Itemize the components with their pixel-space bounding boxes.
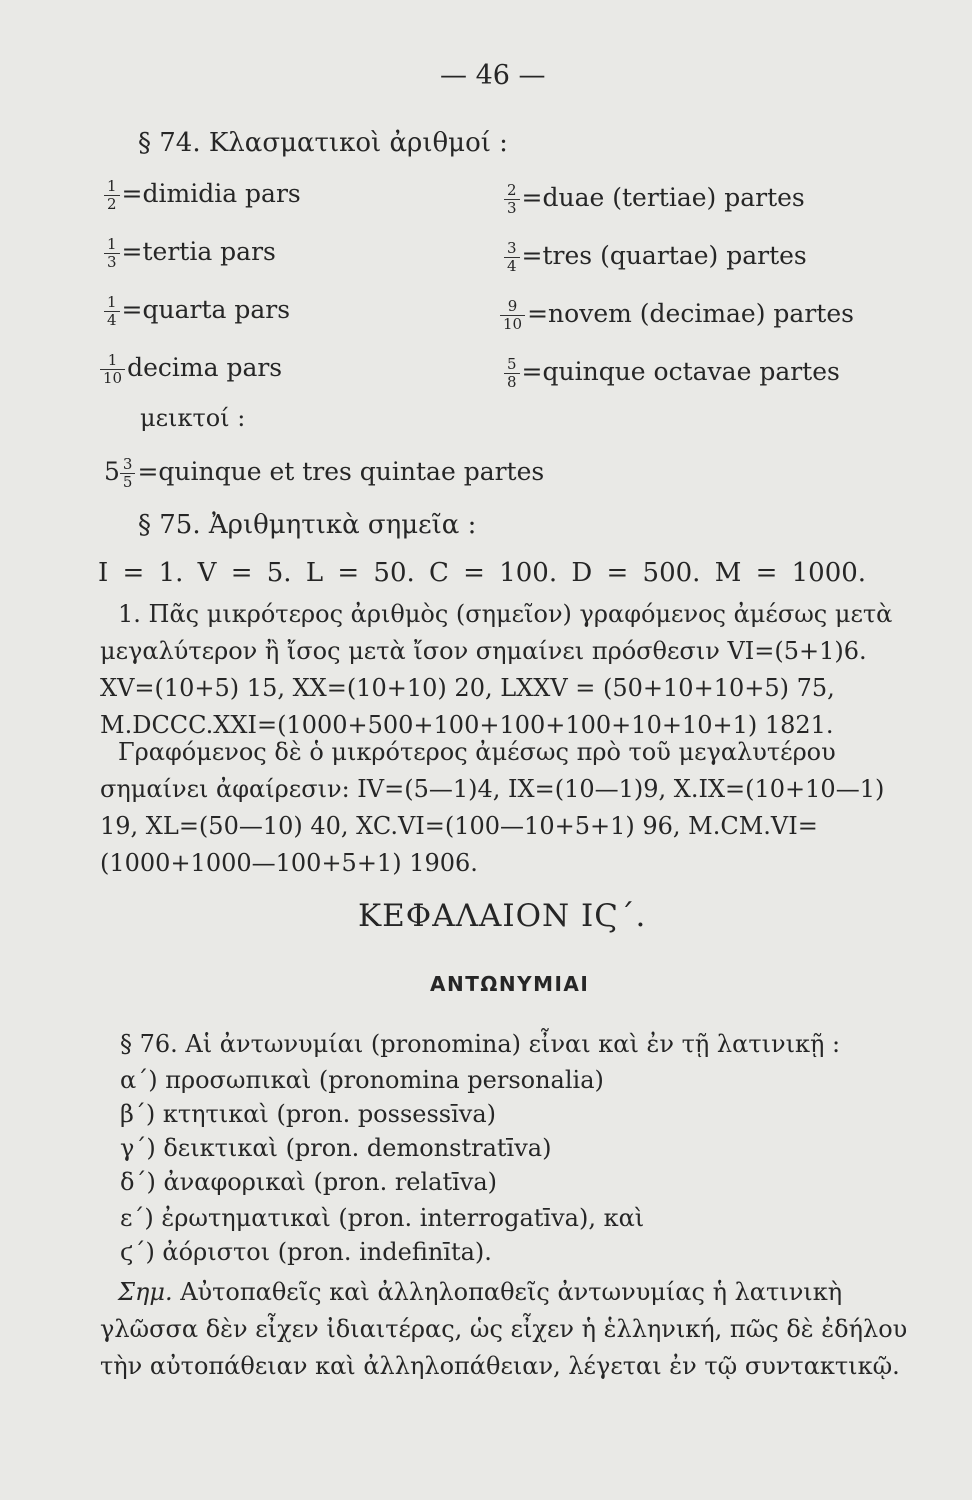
fraction-text: =dimidia pars (121, 179, 301, 208)
list-item: γ΄) δεικτικαὶ (pron. demonstratīva) (120, 1134, 552, 1162)
fraction-row (104, 236, 276, 271)
fraction-row (104, 178, 301, 213)
mixed-label: μεικτοί : (140, 404, 246, 432)
section-75-title: § 75. Ἀριθμητικὰ σημεῖα : (138, 510, 477, 540)
fraction: $\frac{5}{8}$ (504, 356, 520, 391)
fraction: $\frac{9}{10}$ (500, 298, 525, 333)
list-item: ϛ΄) ἀόριστοι (pron. indefinīta). (120, 1238, 492, 1266)
list-item: β΄) κτητικαὶ (pron. possessīva) (120, 1100, 497, 1128)
note-label: Σημ. (118, 1278, 173, 1306)
fraction-row (100, 352, 282, 387)
fraction-text: =quarta pars (121, 295, 291, 324)
mixed-fraction-row (104, 456, 544, 491)
fraction: $\frac{1}{10}$ (100, 352, 125, 387)
fraction: $\frac{1}{2}$ (104, 178, 120, 213)
list-item: α΄) προσωπικαὶ (pronomina personalia) (120, 1066, 604, 1094)
section-74-title: § 74. Κλασματικοὶ ἀριθμοί : (138, 128, 508, 158)
paragraph-subtraction: Γραφόμενος δὲ ὁ μικρότερος ἀμέσως πρὸ τοῦ μεγαλυτέρου σημαίνει ἀφαίρεσιν: IV=(5—1)4, IX=(10—1)9, X.IX=(10+10—1) 19, XL=(50—10) 40, XC.VI=(100—10+5+1) 96, M.CM.VI=(1000+1000—100+5+1) 1906. (100, 738, 885, 877)
fraction: $\frac{1}{3}$ (104, 236, 120, 271)
note-paragraph (100, 1274, 920, 1385)
section-76-title: § 76. Αἱ ἀντωνυμίαι (pronomina) εἶναι καὶ ἐν τῇ λατινικῇ : (120, 1030, 841, 1058)
fraction-text: =duae (tertiae) partes (521, 183, 805, 212)
paragraph-addition: 1. Πᾶς μικρότερος ἀριθμὸς (σημεῖον) γραφόμενος ἀμέσως μετὰ μεγαλύτερον ἢ ἴσος μετὰ ἴσον σημαίνει πρόσθεσιν VI=(5+1)6. XV=(10+5) 15, XX=(10+10) 20, LXXV = (50+10+10+5) 75, M.DCCC.XXI=(1000+500+100+100+100+10+10+1) 1821. (100, 600, 893, 739)
fraction-text: =quinque octavae partes (521, 357, 840, 386)
fraction: $\frac{3}{4}$ (504, 240, 520, 275)
fraction-row (504, 240, 807, 275)
mixed-whole: 5 (104, 457, 120, 486)
page-number: — 46 — (440, 60, 546, 91)
fraction-text: decima pars (127, 353, 283, 382)
list-item: ε΄) ἐρωτηματικαὶ (pron. interrogatīva), καὶ (120, 1204, 645, 1232)
fraction-text: =novem (decimae) partes (527, 299, 854, 328)
fraction-text: =tres (quartae) partes (521, 241, 807, 270)
fraction-row (104, 294, 290, 329)
fraction: $\frac{1}{4}$ (104, 294, 120, 329)
fraction-row (500, 298, 854, 333)
fraction-text: =tertia pars (121, 237, 276, 266)
fraction: $\frac{2}{3}$ (504, 182, 520, 217)
chapter-heading: ΚΕΦΑΛΑΙΟΝ ΙϚ΄. (358, 898, 647, 934)
roman-numerals: I = 1. V = 5. L = 50. C = 100. D = 500. M = 1000. (98, 558, 867, 588)
fraction-row (504, 182, 805, 217)
fraction-text: =quinque et tres quintae partes (137, 457, 545, 486)
list-item: δ΄) ἀναφορικαὶ (pron. relatīva) (120, 1168, 498, 1196)
chapter-subheading: ΑΝΤΩΝΥΜΙΑΙ (430, 972, 590, 996)
fraction: $\frac{3}{5}$ (120, 456, 136, 491)
note-text: Αὐτοπαθεῖς καὶ ἀλληλοπαθεῖς ἀντωνυμίας ἡ λατινικὴ γλῶσσα δὲν εἶχεν ἰδιαιτέρας, ὡς εἶχεν ἡ ἑλληνική, πῶς δὲ ἐδήλου τὴν αὐτοπάθειαν καὶ ἀλληλοπάθειαν, λέγεται ἐν τῷ συντακτικῷ. (100, 1278, 908, 1380)
fraction-row (504, 356, 840, 391)
